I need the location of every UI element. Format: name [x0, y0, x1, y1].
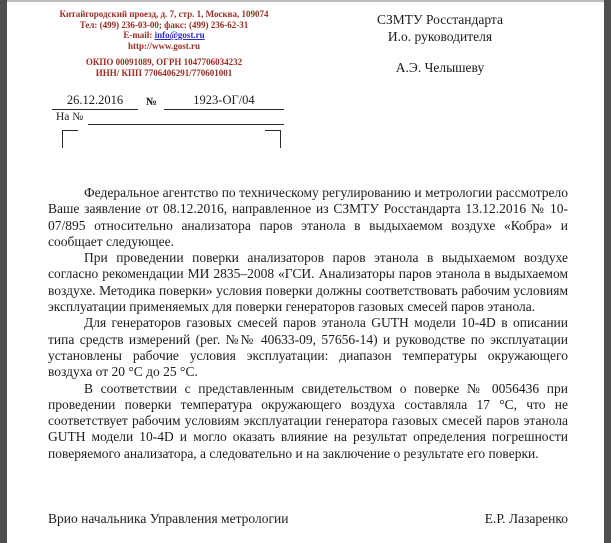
page-top-edge: [0, 0, 611, 2]
signature-row: [48, 511, 568, 527]
recipient-position: И.о. руководителя: [387, 29, 493, 44]
email-link[interactable]: info@gost.ru: [154, 30, 205, 40]
signer-position: Врио начальника Управления метрологии: [48, 511, 289, 526]
corner-mark-left: [62, 130, 78, 148]
letter-number: 1923-ОГ/04: [164, 93, 284, 110]
recipient-organization: СЗМТУ Росстандарта: [377, 12, 503, 27]
sender-address: Китайгородский проезд, д. 7, стр. 1, Москва, 109074: [59, 9, 269, 19]
sender-website: http://www.gost.ru: [127, 40, 200, 51]
body-paragraph: Для генераторов газовых смесей паров этанола GUTH модели 10-4D в описании типа средств измерений (рег. №№ 40633-09, 57656-14) и руководстве по эксплуатации установлены рабочие условия эксплуатации: диапазон температуры окружающего воздуха от 20 °С до 25 °С.: [48, 315, 568, 380]
reply-to-blank-line: [88, 110, 284, 125]
signer-name: Е.Р. Лазаренко: [484, 511, 568, 526]
page-left-edge: [0, 0, 7, 543]
reply-to-label: На №: [56, 111, 84, 123]
body-paragraph: Федеральное агентство по техническому регулированию и метрологии рассмотрело Ваше заявление от 08.12.2016, направленное из СЗМТУ Росстандарта 13.12.2016 № 10-07/895 относительно анализатора паров этанола в выдыхаемом воздухе «Кобра» и сообщает следующее.: [48, 185, 568, 249]
body-paragraph: При проведении поверки анализаторов паров этанола в выдыхаемом воздухе согласно рекомендации МИ 2835–2008 «ГСИ. Анализаторы паров этанола в выдыхаемом воздухе. Методика поверки» условия поверки должны соответствовать рабочим условиям эксплуатации применяемых для поверки генераторов газовых смесей паров этанола.: [48, 250, 568, 315]
email-label: E-mail:: [123, 30, 153, 40]
sender-email-line: [42, 30, 286, 41]
recipient-gap: [340, 45, 540, 59]
letter-date: 26.12.2016: [52, 93, 138, 110]
number-sign: №: [146, 96, 158, 108]
recipient-block: [340, 11, 540, 76]
sender-letterhead: [42, 9, 286, 78]
recipient-name: А.Э. Челышеву: [395, 60, 485, 75]
body-paragraph: В соответствии с представленным свидетельством о поверке № 0056436 при проведении поверки температура окружающего воздуха составляла 17 °С, что не соответствует рабочим условиям эксплуатации генератора газовых смесей паров этанола GUTH модели 10-4D и могло оказать влияние на результат определения погрешности поверяемого анализатора, а следовательно и на заключение о результате его поверки.: [48, 380, 568, 461]
letter-body: [48, 185, 568, 462]
corner-mark-right: [265, 130, 281, 148]
page-right-edge: [604, 0, 611, 543]
sender-okpo-ogrn: ОКПО 00091089, ОГРН 1047706034232: [85, 57, 243, 67]
sender-phone-fax: Тел: (499) 236-03-00; факс: (499) 236-62-31: [79, 19, 249, 30]
sender-inn-kpp: ИНН/ КПП 7706406291/770601001: [95, 67, 233, 78]
